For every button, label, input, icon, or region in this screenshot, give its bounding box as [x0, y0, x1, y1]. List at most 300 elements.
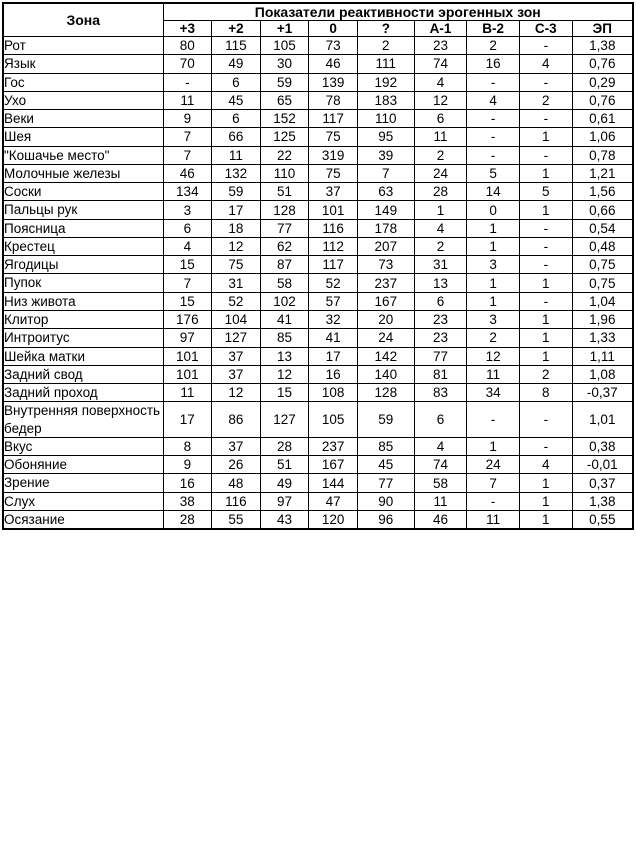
value-cell: 1: [519, 128, 572, 146]
value-cell: 1,08: [572, 365, 633, 383]
value-cell: -: [519, 219, 572, 237]
value-cell: 1,01: [572, 402, 633, 438]
column-header-plus3: +3: [163, 21, 212, 37]
value-cell: 6: [414, 402, 467, 438]
value-cell: 96: [357, 510, 414, 529]
value-cell: 48: [212, 474, 261, 492]
value-cell: -: [519, 402, 572, 438]
value-cell: 45: [212, 91, 261, 109]
value-cell: 1,06: [572, 128, 633, 146]
value-cell: 97: [260, 492, 309, 510]
value-cell: 0,48: [572, 237, 633, 255]
column-header-b2: В-2: [467, 21, 520, 37]
value-cell: -: [467, 73, 520, 91]
value-cell: 85: [357, 437, 414, 455]
table-body: [3, 37, 633, 530]
column-group-header: Показатели реактивности эрогенных зон: [163, 3, 633, 21]
value-cell: 30: [260, 55, 309, 73]
value-cell: 51: [260, 456, 309, 474]
value-cell: 17: [212, 201, 261, 219]
value-cell: 2: [357, 37, 414, 55]
erogenous-zones-table: [2, 2, 634, 530]
zone-cell: Шея: [3, 128, 163, 146]
value-cell: 1: [467, 437, 520, 455]
table-header-row-1: [3, 3, 633, 21]
value-cell: 101: [309, 201, 358, 219]
value-cell: 52: [212, 292, 261, 310]
value-cell: 34: [467, 384, 520, 402]
value-cell: 1,33: [572, 329, 633, 347]
value-cell: 41: [260, 310, 309, 328]
table-row: [3, 73, 633, 91]
value-cell: 59: [357, 402, 414, 438]
zone-cell: Низ живота: [3, 292, 163, 310]
value-cell: 32: [309, 310, 358, 328]
zone-cell: Язык: [3, 55, 163, 73]
value-cell: 78: [309, 91, 358, 109]
value-cell: 112: [309, 237, 358, 255]
value-cell: 319: [309, 146, 358, 164]
value-cell: 1: [414, 201, 467, 219]
value-cell: 59: [212, 183, 261, 201]
value-cell: 1: [467, 274, 520, 292]
value-cell: 9: [163, 456, 212, 474]
table-row: [3, 55, 633, 73]
value-cell: 4: [163, 237, 212, 255]
table-row: [3, 402, 633, 438]
value-cell: 1,38: [572, 37, 633, 55]
value-cell: 8: [163, 437, 212, 455]
table-row: [3, 437, 633, 455]
value-cell: 108: [309, 384, 358, 402]
value-cell: -: [519, 110, 572, 128]
value-cell: 2: [519, 91, 572, 109]
table-row: [3, 128, 633, 146]
value-cell: 74: [414, 456, 467, 474]
value-cell: 41: [309, 329, 358, 347]
value-cell: 116: [309, 219, 358, 237]
value-cell: 1: [519, 347, 572, 365]
value-cell: 16: [163, 474, 212, 492]
value-cell: 63: [357, 183, 414, 201]
value-cell: 12: [212, 384, 261, 402]
value-cell: 24: [414, 164, 467, 182]
value-cell: 0: [467, 201, 520, 219]
table-row: [3, 310, 633, 328]
value-cell: 81: [414, 365, 467, 383]
value-cell: 17: [163, 402, 212, 438]
table-row: [3, 91, 633, 109]
zone-cell: Пальцы рук: [3, 201, 163, 219]
value-cell: 1,04: [572, 292, 633, 310]
value-cell: 5: [519, 183, 572, 201]
value-cell: 22: [260, 146, 309, 164]
value-cell: 2: [414, 146, 467, 164]
value-cell: 11: [414, 128, 467, 146]
value-cell: 77: [357, 474, 414, 492]
value-cell: 18: [212, 219, 261, 237]
value-cell: -: [467, 110, 520, 128]
value-cell: 80: [163, 37, 212, 55]
table-row: [3, 292, 633, 310]
table-header: [3, 3, 633, 37]
value-cell: 134: [163, 183, 212, 201]
value-cell: -: [467, 146, 520, 164]
value-cell: -: [519, 146, 572, 164]
zone-cell: Ухо: [3, 91, 163, 109]
value-cell: 1,11: [572, 347, 633, 365]
value-cell: 3: [163, 201, 212, 219]
value-cell: 49: [260, 474, 309, 492]
value-cell: 5: [467, 164, 520, 182]
column-header-zone: Зона: [3, 3, 163, 37]
value-cell: 74: [414, 55, 467, 73]
value-cell: 73: [309, 37, 358, 55]
column-header-a1: А-1: [414, 21, 467, 37]
value-cell: 6: [212, 73, 261, 91]
value-cell: 4: [519, 55, 572, 73]
value-cell: 0,38: [572, 437, 633, 455]
value-cell: 38: [163, 492, 212, 510]
value-cell: 0,78: [572, 146, 633, 164]
value-cell: 7: [163, 146, 212, 164]
table-row: [3, 492, 633, 510]
value-cell: 2: [467, 329, 520, 347]
table-row: [3, 110, 633, 128]
value-cell: 0,75: [572, 256, 633, 274]
value-cell: 75: [309, 164, 358, 182]
value-cell: 1: [519, 510, 572, 529]
value-cell: 144: [309, 474, 358, 492]
zone-cell: Пупок: [3, 274, 163, 292]
value-cell: 4: [414, 219, 467, 237]
value-cell: 39: [357, 146, 414, 164]
value-cell: 26: [212, 456, 261, 474]
value-cell: 11: [414, 492, 467, 510]
value-cell: 23: [414, 37, 467, 55]
value-cell: 46: [163, 164, 212, 182]
value-cell: 70: [163, 55, 212, 73]
value-cell: 6: [414, 110, 467, 128]
value-cell: 75: [309, 128, 358, 146]
value-cell: 0,76: [572, 55, 633, 73]
value-cell: 13: [414, 274, 467, 292]
value-cell: 15: [163, 292, 212, 310]
value-cell: 49: [212, 55, 261, 73]
table-row: [3, 219, 633, 237]
zone-cell: Веки: [3, 110, 163, 128]
value-cell: 127: [212, 329, 261, 347]
value-cell: 46: [414, 510, 467, 529]
value-cell: 85: [260, 329, 309, 347]
value-cell: 9: [163, 110, 212, 128]
value-cell: 58: [260, 274, 309, 292]
value-cell: 128: [260, 201, 309, 219]
value-cell: 13: [260, 347, 309, 365]
value-cell: 16: [467, 55, 520, 73]
column-header-question: ?: [357, 21, 414, 37]
value-cell: 128: [357, 384, 414, 402]
value-cell: 73: [357, 256, 414, 274]
value-cell: 14: [467, 183, 520, 201]
value-cell: 2: [519, 365, 572, 383]
value-cell: -: [519, 73, 572, 91]
value-cell: -: [519, 256, 572, 274]
zone-cell: Слух: [3, 492, 163, 510]
value-cell: 65: [260, 91, 309, 109]
table-row: [3, 274, 633, 292]
table-row: [3, 37, 633, 55]
value-cell: 101: [163, 365, 212, 383]
column-header-plus1: +1: [260, 21, 309, 37]
zone-cell: Внутренняя поверхность бедер: [3, 402, 163, 438]
value-cell: 3: [467, 256, 520, 274]
value-cell: 4: [414, 73, 467, 91]
value-cell: 62: [260, 237, 309, 255]
value-cell: -: [467, 492, 520, 510]
value-cell: 192: [357, 73, 414, 91]
value-cell: 105: [309, 402, 358, 438]
value-cell: 20: [357, 310, 414, 328]
zone-cell: "Кошачье место": [3, 146, 163, 164]
value-cell: 47: [309, 492, 358, 510]
value-cell: 3: [467, 310, 520, 328]
value-cell: 28: [163, 510, 212, 529]
value-cell: 52: [309, 274, 358, 292]
value-cell: 17: [309, 347, 358, 365]
column-header-plus2: +2: [212, 21, 261, 37]
value-cell: 1: [467, 219, 520, 237]
zone-cell: Осязание: [3, 510, 163, 529]
table-row: [3, 201, 633, 219]
value-cell: 37: [309, 183, 358, 201]
table-row: [3, 365, 633, 383]
value-cell: 28: [414, 183, 467, 201]
value-cell: 167: [357, 292, 414, 310]
value-cell: 0,66: [572, 201, 633, 219]
value-cell: 237: [357, 274, 414, 292]
value-cell: 0,61: [572, 110, 633, 128]
value-cell: 11: [467, 510, 520, 529]
value-cell: 117: [309, 256, 358, 274]
zone-cell: Вкус: [3, 437, 163, 455]
zone-cell: Интроитус: [3, 329, 163, 347]
value-cell: 110: [260, 164, 309, 182]
value-cell: 4: [519, 456, 572, 474]
zone-cell: Ягодицы: [3, 256, 163, 274]
table-row: [3, 164, 633, 182]
value-cell: 45: [357, 456, 414, 474]
column-header-ep: ЭП: [572, 21, 633, 37]
value-cell: 1: [519, 164, 572, 182]
value-cell: 11: [163, 91, 212, 109]
value-cell: 1: [519, 274, 572, 292]
value-cell: 1: [467, 292, 520, 310]
value-cell: 83: [414, 384, 467, 402]
value-cell: 1,38: [572, 492, 633, 510]
value-cell: 125: [260, 128, 309, 146]
zone-cell: Крестец: [3, 237, 163, 255]
value-cell: 12: [260, 365, 309, 383]
zone-cell: Молочные железы: [3, 164, 163, 182]
value-cell: 12: [414, 91, 467, 109]
value-cell: 8: [519, 384, 572, 402]
value-cell: 0,75: [572, 274, 633, 292]
value-cell: 4: [467, 91, 520, 109]
value-cell: 58: [414, 474, 467, 492]
value-cell: 105: [260, 37, 309, 55]
value-cell: 86: [212, 402, 261, 438]
value-cell: 1,21: [572, 164, 633, 182]
value-cell: 12: [212, 237, 261, 255]
value-cell: -0,01: [572, 456, 633, 474]
zone-cell: Задний проход: [3, 384, 163, 402]
table-row: [3, 237, 633, 255]
zone-cell: Зрение: [3, 474, 163, 492]
value-cell: 178: [357, 219, 414, 237]
value-cell: 0,54: [572, 219, 633, 237]
table-row: [3, 256, 633, 274]
value-cell: 77: [414, 347, 467, 365]
value-cell: -: [519, 37, 572, 55]
value-cell: 176: [163, 310, 212, 328]
value-cell: 23: [414, 310, 467, 328]
value-cell: -0,37: [572, 384, 633, 402]
value-cell: 97: [163, 329, 212, 347]
value-cell: 102: [260, 292, 309, 310]
zone-cell: Обоняние: [3, 456, 163, 474]
value-cell: 140: [357, 365, 414, 383]
value-cell: 43: [260, 510, 309, 529]
zone-cell: Шейка матки: [3, 347, 163, 365]
value-cell: 1: [519, 310, 572, 328]
value-cell: 90: [357, 492, 414, 510]
value-cell: 31: [414, 256, 467, 274]
value-cell: 111: [357, 55, 414, 73]
value-cell: 1: [519, 329, 572, 347]
zone-cell: Задний свод: [3, 365, 163, 383]
value-cell: 24: [357, 329, 414, 347]
table-row: [3, 456, 633, 474]
value-cell: 23: [414, 329, 467, 347]
value-cell: -: [519, 437, 572, 455]
value-cell: 167: [309, 456, 358, 474]
value-cell: 1: [519, 492, 572, 510]
value-cell: 46: [309, 55, 358, 73]
value-cell: 1: [467, 237, 520, 255]
value-cell: 55: [212, 510, 261, 529]
value-cell: 207: [357, 237, 414, 255]
value-cell: 2: [414, 237, 467, 255]
value-cell: 31: [212, 274, 261, 292]
value-cell: -: [519, 292, 572, 310]
table-row: [3, 474, 633, 492]
zone-cell: Гос: [3, 73, 163, 91]
value-cell: 120: [309, 510, 358, 529]
value-cell: 15: [163, 256, 212, 274]
value-cell: 7: [163, 274, 212, 292]
value-cell: 1: [519, 201, 572, 219]
value-cell: -: [163, 73, 212, 91]
column-header-c3: С-3: [519, 21, 572, 37]
value-cell: 0,29: [572, 73, 633, 91]
value-cell: 11: [163, 384, 212, 402]
value-cell: 142: [357, 347, 414, 365]
column-header-zero: 0: [309, 21, 358, 37]
zone-cell: Клитор: [3, 310, 163, 328]
value-cell: 116: [212, 492, 261, 510]
value-cell: 7: [357, 164, 414, 182]
value-cell: 37: [212, 347, 261, 365]
value-cell: 66: [212, 128, 261, 146]
value-cell: 117: [309, 110, 358, 128]
value-cell: 0,37: [572, 474, 633, 492]
value-cell: 183: [357, 91, 414, 109]
value-cell: 132: [212, 164, 261, 182]
value-cell: 2: [467, 37, 520, 55]
value-cell: 37: [212, 437, 261, 455]
value-cell: 75: [212, 256, 261, 274]
value-cell: 11: [212, 146, 261, 164]
value-cell: 95: [357, 128, 414, 146]
value-cell: 4: [414, 437, 467, 455]
value-cell: 6: [163, 219, 212, 237]
value-cell: 6: [414, 292, 467, 310]
value-cell: 149: [357, 201, 414, 219]
value-cell: 152: [260, 110, 309, 128]
value-cell: 101: [163, 347, 212, 365]
value-cell: 57: [309, 292, 358, 310]
value-cell: 59: [260, 73, 309, 91]
value-cell: -: [467, 128, 520, 146]
value-cell: 37: [212, 365, 261, 383]
value-cell: 1,96: [572, 310, 633, 328]
value-cell: 12: [467, 347, 520, 365]
value-cell: 24: [467, 456, 520, 474]
value-cell: 77: [260, 219, 309, 237]
value-cell: -: [467, 402, 520, 438]
value-cell: 7: [163, 128, 212, 146]
value-cell: 0,76: [572, 91, 633, 109]
table-row: [3, 347, 633, 365]
value-cell: 28: [260, 437, 309, 455]
value-cell: 7: [467, 474, 520, 492]
value-cell: 115: [212, 37, 261, 55]
value-cell: 87: [260, 256, 309, 274]
value-cell: 1,56: [572, 183, 633, 201]
value-cell: 1: [519, 474, 572, 492]
zone-cell: Рот: [3, 37, 163, 55]
value-cell: 110: [357, 110, 414, 128]
zone-cell: Поясница: [3, 219, 163, 237]
value-cell: 0,55: [572, 510, 633, 529]
value-cell: 6: [212, 110, 261, 128]
value-cell: -: [519, 237, 572, 255]
value-cell: 127: [260, 402, 309, 438]
value-cell: 11: [467, 365, 520, 383]
table-row: [3, 329, 633, 347]
value-cell: 237: [309, 437, 358, 455]
zone-cell: Соски: [3, 183, 163, 201]
table-row: [3, 146, 633, 164]
value-cell: 104: [212, 310, 261, 328]
table-row: [3, 510, 633, 529]
value-cell: 16: [309, 365, 358, 383]
value-cell: 139: [309, 73, 358, 91]
table-row: [3, 384, 633, 402]
value-cell: 51: [260, 183, 309, 201]
value-cell: 15: [260, 384, 309, 402]
